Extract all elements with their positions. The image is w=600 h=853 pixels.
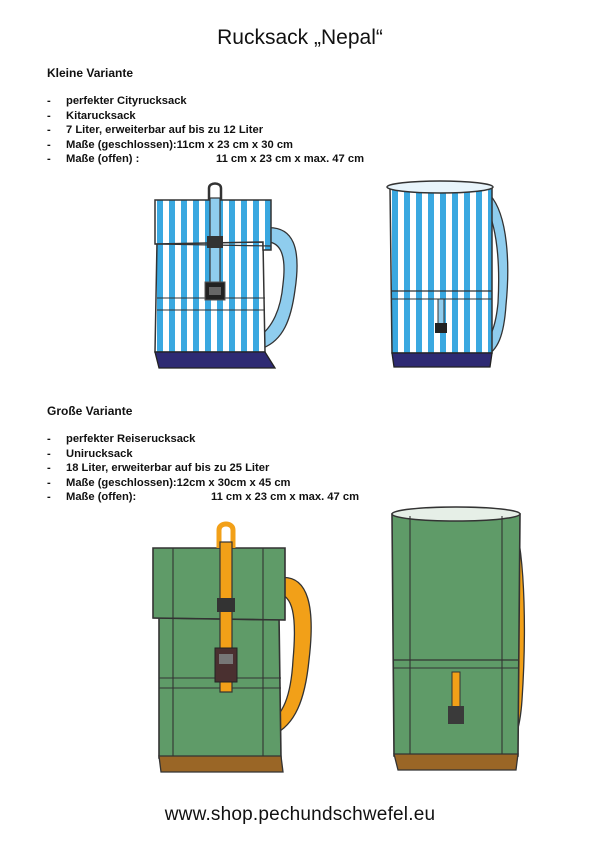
feature-item: - 18 Liter, erweiterbar auf bis zu 25 Liter (47, 461, 359, 476)
feature-item: - Maße (offen) : 11 cm x 23 cm x max. 47 cm (47, 152, 364, 167)
page-title: Rucksack „Nepal“ (217, 26, 383, 49)
feature-item: - perfekter Reiserucksack (47, 432, 359, 447)
feature-item: - Kitarucksack (47, 109, 364, 124)
small-variant-heading: Kleine Variante (47, 66, 134, 80)
small-variant-features (47, 94, 364, 167)
big-backpack-open-illustration (380, 500, 540, 780)
feature-item: - Maße (offen): 11 cm x 23 cm x max. 47 cm (47, 490, 359, 505)
small-backpack-open-illustration (380, 175, 520, 375)
feature-item: - Maße (geschlossen):12cm x 30cm x 45 cm (47, 476, 359, 491)
feature-item: - 7 Liter, erweiterbar auf bis zu 12 Liter (47, 123, 364, 138)
feature-item: - Maße (geschlossen):11cm x 23 cm x 30 cm (47, 138, 364, 153)
small-backpack-closed-illustration (145, 180, 305, 375)
big-variant-heading: Große Variante (47, 404, 133, 418)
big-variant-features (47, 432, 359, 505)
feature-item: - Unirucksack (47, 447, 359, 462)
feature-item: - perfekter Cityrucksack (47, 94, 364, 109)
big-backpack-closed-illustration (145, 520, 320, 775)
footer-website-link[interactable]: www.shop.pechundschwefel.eu (164, 804, 436, 825)
